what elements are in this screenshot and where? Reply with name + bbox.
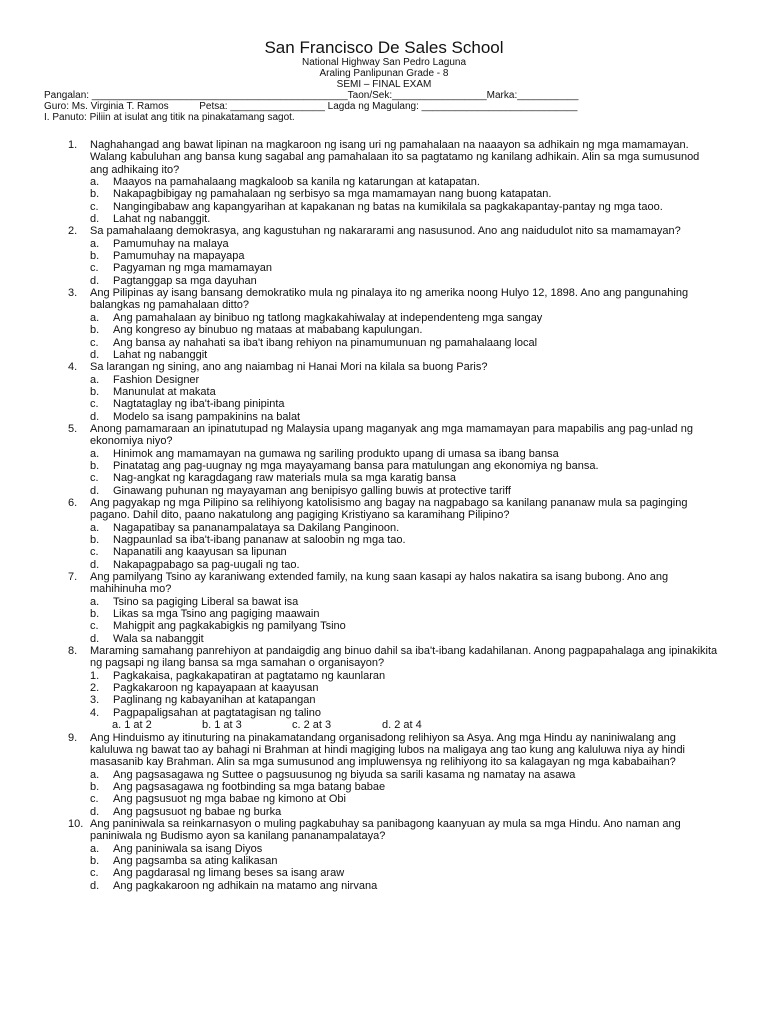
choice-item <box>90 472 720 484</box>
answer-combination: c. 2 at 3 <box>292 719 332 732</box>
choice-letter: b. <box>90 385 100 398</box>
choice-text: Tsino sa pagiging Liberal sa bawat isa <box>113 595 299 608</box>
question-item <box>0 732 768 818</box>
choice-letter: c. <box>90 472 99 485</box>
question-item <box>0 818 768 892</box>
question-item <box>0 423 768 497</box>
choice-letter: a. <box>90 521 100 534</box>
choice-text: Ang pagsusuot ng babae ng burka <box>113 805 282 818</box>
school-name: San Francisco De Sales School <box>264 38 504 57</box>
choice-list <box>0 238 768 287</box>
question-text: Maraming samahang panrehiyon at pandaigdig ang binuo dahil sa iba't-ibang kadahilanan. Anong pagpapahalaga ang ipinakikita ng pagsapi ng ilang bansa sa mga samahan o organisayon? <box>90 645 718 670</box>
choice-text: Likas sa mga Tsino ang pagiging maawain <box>113 608 320 621</box>
instructions: I. Panuto: Piliin at isulat ang titik na pinakatamang sagot. <box>44 112 295 123</box>
choice-letter: d. <box>90 213 100 226</box>
choice-item <box>90 608 720 620</box>
choice-letter: a. <box>90 595 100 608</box>
choice-text: Pagyaman ng mga mamamayan <box>113 262 272 275</box>
choice-text: Lahat ng nabanggit <box>113 348 208 361</box>
choice-item <box>90 250 720 262</box>
choice-item <box>90 855 720 867</box>
choice-letter: c. <box>90 546 99 559</box>
question-number: 4. <box>68 361 78 374</box>
question-list <box>0 139 768 892</box>
question-item <box>0 497 768 571</box>
choice-letter: b. <box>90 608 100 621</box>
choice-text: Lahat ng nabanggit. <box>113 213 211 226</box>
choice-item <box>90 843 720 855</box>
question-text: Sa larangan ng sining, ano ang naiambag ni Hanai Mori na kilala sa buong Paris? <box>90 361 488 374</box>
choice-list <box>0 312 768 361</box>
choice-list <box>0 176 768 225</box>
choice-letter: d. <box>90 484 100 497</box>
question-number: 6. <box>68 496 78 509</box>
choice-letter: a. <box>90 237 100 250</box>
choice-letter: c. <box>90 620 99 633</box>
choice-letter: d. <box>90 274 100 287</box>
choice-letter: a. <box>90 447 100 460</box>
choice-text: Ang paniniwala sa isang Diyos <box>113 842 263 855</box>
question-item <box>0 571 768 645</box>
subject-title: Araling Panlipunan Grade - 8 <box>319 68 449 79</box>
choice-letter: b. <box>90 188 100 201</box>
choice-text: Pagkakaroon ng kapayapaan at kaayusan <box>113 682 319 695</box>
choice-letter: c. <box>90 336 99 349</box>
choice-list <box>0 374 768 423</box>
choice-item <box>90 324 720 336</box>
choice-list <box>0 448 768 497</box>
choice-item <box>90 374 720 386</box>
choice-letter: 1. <box>90 669 100 682</box>
question-number: 3. <box>68 287 78 300</box>
answer-combination: a. 1 at 2 <box>112 719 152 732</box>
choice-text: Ang kongreso ay binubuo ng mataas at mababang kapulungan. <box>113 324 423 337</box>
choice-item <box>90 633 720 645</box>
question-text: Ang Pilipinas ay isang bansang demokratiko mula ng pinalaya ito ng amerika noong Hulyo 12, 1898. Ano ang pangunahing balangkas ng pamahalaan ditto? <box>90 287 689 312</box>
choice-item <box>90 238 720 250</box>
choice-text: Ang pagsusuot ng mga babae ng kimono at Obi <box>113 793 346 806</box>
question-number: 2. <box>68 225 78 238</box>
choice-text: Nakapagpabago sa pag-uugali ng tao. <box>113 558 300 571</box>
choice-list <box>0 522 768 571</box>
choice-text: Ang pamahalaan ay binibuo ng tatlong magkakahiwalay at independenteng mga sangay <box>113 311 543 324</box>
choice-text: Maayos na pamahalaang magkaloob sa kanila ng katarungan at katapatan. <box>113 176 480 189</box>
choice-text: Fashion Designer <box>113 373 200 386</box>
exam-title: SEMI – FINAL EXAM <box>336 79 432 90</box>
question-number: 1. <box>68 139 78 151</box>
choice-text: Pagtanggap sa mga dayuhan <box>113 274 257 287</box>
teacher-info-line: Guro: Ms. Virginia T. Ramos Petsa: _________________ Lagda ng Magulang: ____________________________ <box>44 101 578 112</box>
choice-letter: c. <box>90 867 99 880</box>
choice-item <box>90 793 720 805</box>
choice-item <box>90 176 720 188</box>
choice-item <box>90 522 720 534</box>
choice-text: Nangingibabaw ang kapangyarihan at kapakanan ng batas na kumikilala sa pagkakapantay-pantay ng mga taoo. <box>113 200 663 213</box>
choice-letter: 4. <box>90 706 100 719</box>
choice-text: Nagapatibay sa pananampalataya sa Dakilang Panginoon. <box>113 521 400 534</box>
choice-text: Ang pagsasagawa ng footbinding sa mga batang babae <box>113 780 386 793</box>
choice-text: Ang pagdarasal ng limang beses sa isang araw <box>113 867 345 880</box>
choice-item <box>90 411 720 423</box>
choice-letter: d. <box>90 805 100 818</box>
school-address: National Highway San Pedro Laguna <box>302 57 466 68</box>
choice-letter: b. <box>90 854 100 867</box>
choice-text: Ang pagsasagawa ng Suttee o pagsuusunog ng biyuda sa sarili kasama ng namatay na asawa <box>113 768 576 781</box>
choice-item <box>90 275 720 287</box>
choice-list <box>0 596 768 645</box>
choice-item <box>90 534 720 546</box>
choice-text: Pamumuhay na malaya <box>113 237 229 250</box>
choice-item <box>90 262 720 274</box>
choice-letter: a. <box>90 311 100 324</box>
choice-item <box>90 620 720 632</box>
choice-item <box>90 349 720 361</box>
choice-item <box>90 386 720 398</box>
question-text: Naghahangad ang bawat lipinan na magkaroon ng isang uri ng pamahalaan na naaayon sa adhikain ng mga mamamayan. Walang kabuluhan ang bansa kung sagabal ang pamahalaan ito sa pagtatamo ng kanilang adhikain. Alin sa mga sumusunod ang adhikaing ito? <box>90 139 700 176</box>
question-item <box>0 139 768 225</box>
choice-text: Mahigpit ang pagkakabigkis ng pamilyang Tsino <box>113 620 346 633</box>
choice-item <box>90 682 720 694</box>
choice-list <box>0 769 768 818</box>
choice-item <box>90 485 720 497</box>
choice-item <box>90 188 720 200</box>
choice-letter: c. <box>90 398 99 411</box>
choice-text: Modelo sa isang pampakinins na balat <box>113 410 301 423</box>
choice-letter: d. <box>90 348 100 361</box>
choice-letter: a. <box>90 373 100 386</box>
choice-letter: d. <box>90 632 100 645</box>
question-text: Ang Hinduismo ay itinuturing na pinakamatandang organisadong relihiyon sa Asya. Ang mga Hindu ay naniniwalang ang kaluluwa ng bawat tao ay bahagi ni Brahman at hindi magiging lubos na maligaya ang tao kung ang kaluluwa niya ay hindi masasanib kay Brahman. Alin sa mga sumusunod ang impluwensya ng relihiyong ito sa kalagayan ng mga kababaihan? <box>90 731 686 769</box>
choice-item <box>90 448 720 460</box>
student-info-line: Pangalan: ______________________________________________Taon/Sek:_________________Marka:___________ <box>44 90 579 101</box>
choice-letter: b. <box>90 534 100 546</box>
choice-text: Ginawang puhunan ng mayayaman ang benipisyo galling buwis at protective tariff <box>113 484 511 497</box>
choice-item <box>90 559 720 571</box>
question-text: Ang paniniwala sa reinkarnasyon o muling pagkabuhay sa panibagong kaanyuan ay mula sa mga Hindu. Ano naman ang paniniwala ng Budismo ayon sa kanilang pananampalataya? <box>90 817 681 843</box>
answer-combination: b. 1 at 3 <box>202 719 242 732</box>
question-text: Sa pamahalaang demokrasya, ang kagustuhan ng nakararami ang nasusunod. Ano ang naidudulot nito sa mamamayan? <box>90 225 681 238</box>
choice-item <box>90 707 720 719</box>
choice-text: Ang bansa ay nahahati sa iba't ibang rehiyon na pinamumunuan ng pamahalaang local <box>113 336 538 349</box>
answer-combinations <box>112 719 768 731</box>
choice-letter: b. <box>90 780 100 793</box>
choice-item <box>90 806 720 818</box>
question-item <box>0 361 768 423</box>
choice-text: Ang pagkakaroon ng adhikain na matamo ang nirvana <box>113 879 378 892</box>
choice-letter: a. <box>90 842 100 855</box>
choice-letter: c. <box>90 262 99 275</box>
choice-text: Wala sa nabanggit <box>113 632 204 645</box>
choice-text: Pinatatag ang pag-uugnay ng mga mayayamang bansa para matulungan ang ekonomiya ng bansa. <box>113 459 599 472</box>
choice-letter: b. <box>90 250 100 263</box>
choice-text: Nagtataglay ng iba't-ibang pinipinta <box>113 398 285 411</box>
question-text: Anong pamamaraan an ipinatutupad ng Malaysia upang maganyak ang mga mamamayan para mapabilis ang pag-unlad ng ekonomiya niyo? <box>90 422 693 448</box>
choice-text: Napanatili ang kaayusan sa lipunan <box>113 546 287 559</box>
question-item <box>0 645 768 731</box>
choice-item <box>90 694 720 706</box>
choice-item <box>90 670 720 682</box>
choice-text: Manunulat at makata <box>113 385 216 398</box>
question-text: Ang pamilyang Tsino ay karaniwang extended family, na kung saan kasapi ay halos nakatira sa isang bubong. Ano ang mahihinuha mo? <box>90 571 669 596</box>
question-number: 5. <box>68 422 78 435</box>
choice-text: Pamumuhay na mapayapa <box>113 250 245 263</box>
choice-item <box>90 213 720 225</box>
choice-letter: d. <box>90 558 100 571</box>
choice-letter: a. <box>90 768 100 781</box>
question-number: 7. <box>68 571 78 584</box>
choice-letter: c. <box>90 793 99 806</box>
question-number: 8. <box>68 645 78 658</box>
question-item <box>0 225 768 287</box>
choice-letter: d. <box>90 410 100 423</box>
choice-item <box>90 337 720 349</box>
choice-letter: a. <box>90 176 100 189</box>
choice-text: Nag-angkat ng karagdagang raw materials mula sa mga karatig bansa <box>113 472 457 485</box>
choice-text: Pagkakaisa, pagkakapatiran at pagtatamo ng kaunlaran <box>113 669 386 682</box>
question-number: 9. <box>68 731 78 744</box>
choice-item <box>90 201 720 213</box>
choice-letter: c. <box>90 200 99 213</box>
choice-text: Ang pagsamba sa ating kalikasan <box>113 854 278 867</box>
choice-item <box>90 312 720 324</box>
choice-item <box>90 546 720 558</box>
choice-text: Nakapagbibigay ng pamahalaan ng serbisyo sa mga mamamayan nang buong katapatan. <box>113 188 552 201</box>
answer-combination: d. 2 at 4 <box>382 719 422 732</box>
choice-text: Pagpapaligsahan at pagtatagisan ng talino <box>113 706 321 719</box>
choice-letter: b. <box>90 459 100 472</box>
choice-list <box>0 670 768 719</box>
question-text: Ang pagyakap ng mga Pilipino sa relihiyong katolisismo ang bagay na nagpabago sa kanilang pananaw mula sa paginging pagano. Dahil dito, paano nakatulong ang pagiging Kristiyano sa karamihang Pilipino? <box>90 496 688 522</box>
choice-item <box>90 398 720 410</box>
choice-letter: b. <box>90 324 100 337</box>
choice-item <box>90 880 720 892</box>
choice-item <box>90 460 720 472</box>
choice-item <box>90 596 720 608</box>
choice-letter: 3. <box>90 694 100 707</box>
choice-item <box>90 769 720 781</box>
question-number: 10. <box>68 817 84 830</box>
choice-text: Paglinang ng kabayanihan at katapangan <box>113 694 316 707</box>
question-item <box>0 287 768 361</box>
choice-letter: 2. <box>90 682 100 695</box>
choice-item <box>90 781 720 793</box>
choice-text: Hinimok ang mamamayan na gumawa ng sariling produkto upang di umasa sa ibang bansa <box>113 447 559 460</box>
choice-text: Nagpaunlad sa iba't-ibang pananaw at saloobin ng mga tao. <box>113 534 406 546</box>
choice-item <box>90 867 720 879</box>
choice-letter: d. <box>90 879 100 892</box>
choice-list <box>0 843 768 892</box>
